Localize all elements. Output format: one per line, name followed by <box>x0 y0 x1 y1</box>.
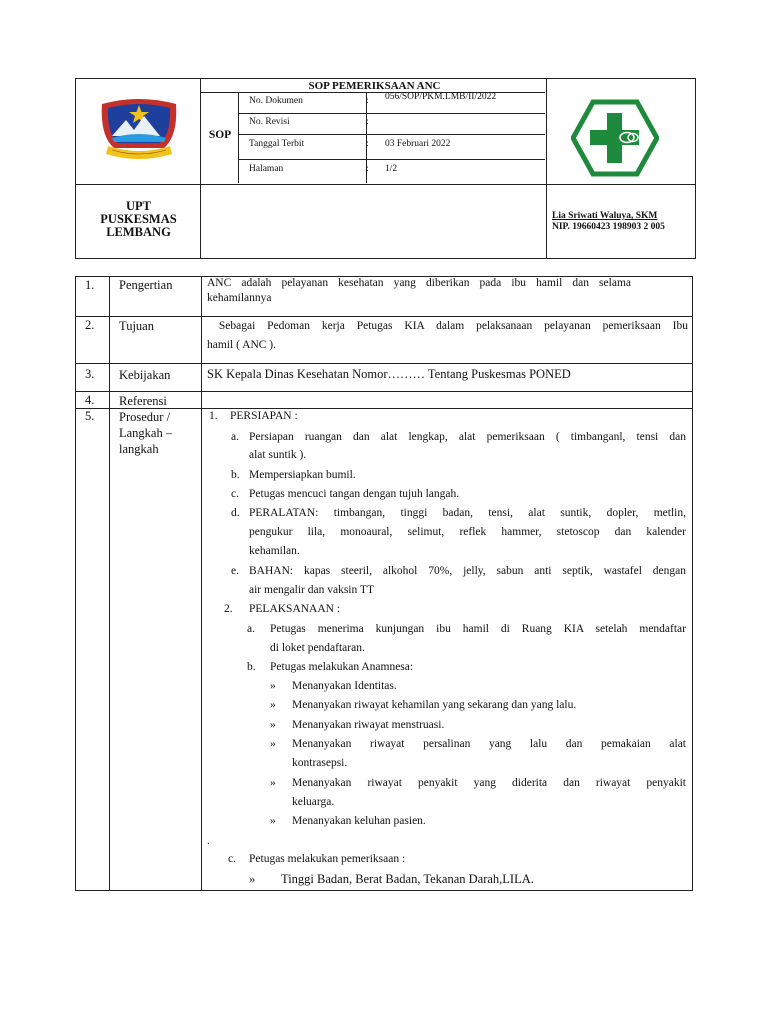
row-label-pengertian: Pengertian <box>119 278 173 292</box>
table-divider <box>76 363 692 364</box>
signatory <box>552 211 697 233</box>
meta-value: 056/SOP/PKM.LMB/II/2022 <box>385 92 497 102</box>
bullet-marker: » <box>249 872 256 886</box>
row-label-referensi: Referensi <box>119 394 167 408</box>
list-item: BAHAN: kapas steeril, alkohol 70%, jelly, sabun anti septik, wastafel dengan <box>249 565 686 577</box>
unit-line: UPT <box>126 199 151 213</box>
row-text: hamil ( ANC ). <box>207 339 276 351</box>
list-item: PERALATAN: timbangan, tinggi badan, tensi, alat suntik, dopler, metlin, <box>249 507 686 519</box>
list-marker: e. <box>231 565 239 577</box>
meta-key: Halaman <box>249 164 284 174</box>
list-item: kontrasepsi. <box>292 757 348 769</box>
list-marker: d. <box>231 507 240 519</box>
unit-line: LEMBANG <box>106 225 171 239</box>
meta-colon: : <box>366 96 369 106</box>
meta-colon: : <box>366 117 369 127</box>
table-divider <box>109 277 110 890</box>
header-divider <box>238 92 239 183</box>
stray-dot: . <box>207 835 210 847</box>
row-number: 3. <box>85 367 95 381</box>
row-text: kehamilannya <box>207 292 272 304</box>
bullet-marker: » <box>270 738 276 750</box>
puskesmas-logo-icon <box>571 99 659 177</box>
section-number: 1. <box>209 410 218 422</box>
list-item: Persiapan ruangan dan alat lengkap, alat pemeriksaan ( timbanganl, tensi dan <box>249 431 686 443</box>
label-line: Prosedur / <box>119 410 171 424</box>
list-item: alat suntik ). <box>249 449 307 461</box>
list-item: Menanyakan riwayat persalinan yang lalu dan pemakaian alat <box>292 738 686 750</box>
bullet-marker: » <box>270 719 276 731</box>
list-item: Tinggi Badan, Berat Badan, Tekanan Darah,LILA. <box>281 872 534 886</box>
list-item: air mengalir dan vaksin TT <box>249 584 374 596</box>
list-marker: c. <box>231 488 239 500</box>
row-number: 1. <box>85 278 95 292</box>
list-marker: b. <box>231 469 240 481</box>
section-title-persiapan: PERSIAPAN : <box>230 410 298 422</box>
list-item: di loket pendaftaran. <box>270 642 365 654</box>
list-item: keluarga. <box>292 796 335 808</box>
row-label-prosedur <box>119 409 199 457</box>
gov-logo-cell <box>76 79 201 185</box>
header-divider <box>238 159 545 160</box>
list-item: Petugas melakukan pemeriksaan : <box>249 853 406 865</box>
list-item: Menanyakan keluhan pasien. <box>292 815 426 827</box>
list-item: Menanyakan riwayat penyakit yang diderita dan riwayat penyakit <box>292 777 686 789</box>
meta-key: No. Dokumen <box>249 96 303 106</box>
meta-value: 03 Februari 2022 <box>385 139 451 149</box>
bullet-marker: » <box>270 680 276 692</box>
row-number: 5. <box>85 409 95 423</box>
list-item: Menanyakan riwayat menstruasi. <box>292 719 445 731</box>
bullet-marker: » <box>270 815 276 827</box>
list-marker: a. <box>247 623 255 635</box>
list-item: Mempersiapkan bumil. <box>249 469 356 481</box>
signatory-name: Lia Sriwati Waluya, SKM <box>552 211 658 221</box>
list-item: Petugas mencuci tangan dengan tujuh langah. <box>249 488 460 500</box>
meta-colon: : <box>366 164 369 174</box>
list-item: Menanyakan Identitas. <box>292 680 397 692</box>
list-item: kehamilan. <box>249 545 300 557</box>
row-label-tujuan: Tujuan <box>119 319 154 333</box>
row-text: SK Kepala Dinas Kesehatan Nomor……… Tentang Puskesmas PONED <box>207 367 571 381</box>
table-divider <box>76 316 692 317</box>
list-marker: a. <box>231 431 239 443</box>
section-title-pelaksanaan: PELAKSANAAN : <box>249 603 341 615</box>
row-number: 2. <box>85 318 95 332</box>
list-item: pengukur lila, monoaural, selimut, reflek hammer, stetoscop dan kalender <box>249 526 686 538</box>
list-item: Petugas melakukan Anamnesa: <box>270 661 414 673</box>
gov-logo-icon <box>98 96 180 168</box>
list-marker: c. <box>228 853 236 865</box>
row-number: 4. <box>85 393 95 407</box>
label-line: langkah <box>119 442 159 456</box>
sop-content-table <box>75 276 693 891</box>
row-text: Sebagai Pedoman kerja Petugas KIA dalam pelaksanaan pelayanan pemeriksaan Ibu <box>207 320 688 332</box>
label-line: Langkah – <box>119 426 173 440</box>
bullet-marker: » <box>270 777 276 789</box>
section-number: 2. <box>224 603 233 615</box>
meta-key: No. Revisi <box>249 117 290 127</box>
row-label-kebijakan: Kebijakan <box>119 368 171 382</box>
unit-line: PUSKESMAS <box>100 212 177 226</box>
list-item: Menanyakan riwayat kehamilan yang sekarang dan yang lalu. <box>292 699 577 711</box>
page-title: SOP PEMERIKSAAN ANC <box>308 80 441 92</box>
list-marker: b. <box>247 661 256 673</box>
header-divider <box>238 113 545 114</box>
header-divider <box>546 79 547 258</box>
sop-label: SOP <box>208 129 232 141</box>
unit-name <box>76 200 201 239</box>
table-divider <box>76 391 692 392</box>
header-divider <box>238 134 545 135</box>
row-text: ANC adalah pelayanan kesehatan yang diberikan pada ibu hamil dan selama <box>207 277 631 289</box>
sop-header-table <box>75 78 696 259</box>
list-item: Petugas menerima kunjungan ibu hamil di Ruang KIA setelah mendaftar <box>270 623 686 635</box>
meta-key: Tanggal Terbit <box>249 139 305 149</box>
table-divider <box>201 277 202 890</box>
meta-colon: : <box>366 139 369 149</box>
bullet-marker: » <box>270 699 276 711</box>
meta-value: 1/2 <box>385 164 398 174</box>
signatory-nip: NIP. 19660423 198903 2 005 <box>552 222 665 232</box>
